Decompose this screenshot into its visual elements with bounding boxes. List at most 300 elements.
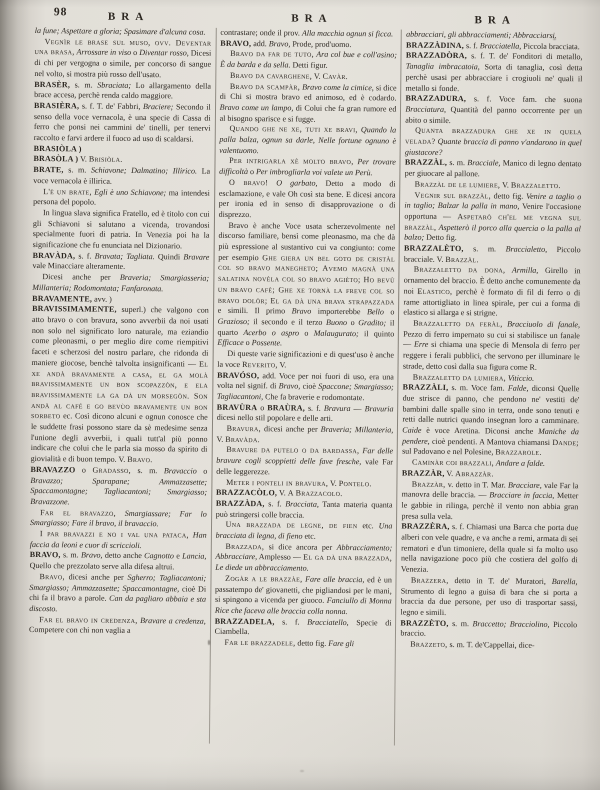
headword: BRAZZÀL, [404, 158, 448, 168]
text-segment: detto in T. de' Muratori, [448, 575, 552, 586]
text-segment: O bravo! [228, 177, 269, 188]
text-segment: V. [311, 71, 323, 81]
text-segment: Far el bravazzo, [40, 507, 116, 518]
text-segment: s. m. [448, 618, 473, 628]
text-segment: Bravare [183, 252, 210, 262]
text-segment: s. m. [60, 550, 82, 560]
text-segment: Di queste varie significazioni e di quest'uso è anche la voce [217, 348, 395, 369]
text-segment: V. [216, 434, 226, 444]
text-segment: si chiama una specie di Mensola di ferro per reggere i ferali pubblici, che servono per illuminare le strade, detto così dalla sua figura come R. [402, 340, 580, 372]
text-segment: Viticcio. [505, 373, 535, 383]
text-segment: Quando la palla balza, ognun sa darle, Nelle fortune ognuno è valentuomo. [219, 125, 397, 155]
text-segment: add. [251, 38, 269, 48]
text-segment: o [247, 167, 257, 177]
dictionary-paragraph [34, 80, 211, 103]
headword: BRATE, [33, 165, 64, 175]
dictionary-paragraph [215, 574, 392, 619]
text-segment: Quindi [154, 251, 184, 262]
text-segment: Bracciare in faccia, [489, 490, 555, 501]
dictionary-paragraph [30, 508, 207, 531]
dictionary-paragraph [219, 124, 396, 158]
text-segment: La voce vernacola è illirica. [33, 166, 211, 186]
dictionary-paragraph [405, 158, 582, 181]
text-segment: o [299, 328, 314, 338]
text-segment: Sgherro; Tagliacantoni; Smargiasso; Ammazzasette; Spaccamontagne, [29, 572, 207, 593]
text-segment: Bravure da putelo o da bardassa, [226, 445, 360, 456]
headword: BRAZZÀR, [401, 468, 445, 478]
column-3 [398, 30, 584, 748]
text-segment: Bravo. [127, 455, 153, 465]
text-segment: Gradito; [358, 318, 387, 328]
text-segment: s. f. T. de' Fonditori di metallo, [466, 51, 583, 62]
dictionary-paragraph [405, 126, 582, 160]
dictionary-paragraph [215, 638, 392, 650]
dictionary-paragraph [32, 251, 209, 274]
text-segment: Vegnir sul brazzàl, [414, 190, 491, 200]
headword: BRAVAZZO [30, 464, 76, 475]
dictionary-paragraph [404, 190, 581, 245]
text-segment: detto fig. [490, 190, 527, 201]
dictionary-paragraph [216, 520, 393, 543]
text-segment: Cavàr. [322, 71, 349, 81]
text-segment: ec. Così dicono alcuni e ognun conosce che le suddette frasi possono stare da sè medesime senza l'unione degli avverbii, i quali tutt'al più ponno indicare che colui che le parla sia mosso da spirito di giovialità e di buon tempo. V. [30, 411, 208, 465]
text-segment: Piccolo bracciale. V. [403, 244, 581, 264]
text-segment: El ga dà una brazzada, [303, 553, 393, 563]
dictionary-paragraph [219, 178, 396, 223]
headword: BRAVAMENTE, [32, 293, 93, 304]
text-segment: s. m. [447, 158, 468, 168]
text-segment: etc. [302, 531, 316, 541]
text-segment: Quanta brazzadura ghe xe in quela velada? [405, 125, 582, 146]
dictionary-paragraph [404, 244, 581, 267]
text-segment: L'è un brate, [43, 186, 92, 197]
text-segment: Brazzeto, [410, 639, 448, 650]
headword: BRAVISSIMAMENTE, [32, 304, 117, 315]
text-segment: Pontelo. [338, 478, 372, 488]
text-segment: Bravo come la cimice, [299, 82, 374, 92]
text-segment: Strumento di legno a guisa di bara che si porta a braccia da due persone, per uso di trasportar sassi, legno e simili. [400, 586, 578, 617]
text-segment: Amplesso — [257, 552, 304, 563]
text-segment: Ara col bue e coll'asino; È da barda e da sella. [220, 50, 397, 70]
dictionary-paragraph [406, 51, 583, 96]
text-segment: di Colui che fa gran rumore ed al bisogno sparisce e si fugge. [219, 103, 397, 124]
text-segment: s. f. T. de' Fabbri, [79, 101, 144, 111]
text-segment: O garbato, [268, 178, 318, 188]
text-segment: V. [500, 180, 511, 190]
text-segment: contrastare; onde il prov. [220, 27, 302, 38]
text-segment: Bravàda. [225, 434, 260, 444]
dictionary-paragraph [33, 144, 210, 167]
text-segment: Dicesi di chi per vergogna o simile, per concorso di sangue nel volto, si mostra più rosso dell'usato. [34, 48, 212, 80]
text-segment: detto fig. [295, 638, 329, 648]
text-segment: Meter i ponteli in bravura, [226, 477, 329, 488]
text-segment: I par bravazzi e no i val una pataca, [39, 529, 189, 540]
text-segment: vale Far delle leggerezze. [216, 457, 394, 477]
text-segment: V. [328, 478, 339, 488]
dictionary-paragraph [29, 615, 206, 638]
dictionary-paragraph [34, 101, 211, 146]
text-segment: Bracciatella, [479, 40, 522, 51]
text-segment: Abrazzàr. [455, 468, 494, 479]
text-segment: Bravuria [364, 403, 394, 414]
running-head-right: BRA [474, 14, 516, 27]
headword: BRAVÀDA, [32, 250, 76, 261]
text-segment: Fare alle braccia, [302, 574, 365, 585]
text-segment: Braccetto; Bracciolino, [472, 618, 550, 629]
text-segment: Venire l'occasione opportuna — [404, 201, 582, 222]
dictionary-paragraph [402, 383, 579, 460]
text-segment: il quinto [358, 328, 395, 339]
text-segment: Per trovare difficoltà [219, 157, 396, 177]
text-segment: Smargiassare; Far lo Smargiasso; Fare il bravo, il bravaccio. [29, 508, 207, 529]
text-segment: s. f. [274, 617, 308, 627]
text-segment: Schiavone; Dalmatino; Illirico. [90, 165, 198, 176]
text-segment: Andare a falde. [493, 458, 546, 469]
dictionary-paragraph [216, 499, 393, 522]
text-segment: la fune; Aspettare a gloria; Spasimare d'alcuna cosa. [34, 26, 206, 37]
ink-speck [208, 640, 210, 645]
dictionary-paragraph [30, 465, 207, 510]
text-segment: Bracciale, [467, 158, 501, 168]
text-segment: Bravo, [80, 550, 103, 561]
text-segment: V. [277, 488, 288, 498]
text-segment: Falde, [507, 383, 529, 393]
text-segment: si dice ancora per [264, 541, 337, 552]
headword: BRASÈR, [34, 79, 71, 89]
text-segment: s. f. Chiamasi una Barca che porta due alberi con vele quadre, e va anche a remi, armata di sei rematori e d'un timoniere, della quale si fa molto uso nella navigazione poco più che costiera del golfo di Venezia. [400, 522, 579, 574]
text-segment: Possente. [251, 338, 283, 348]
column-1 [27, 26, 213, 744]
headword: BRAZZACÒLO, [215, 488, 278, 498]
text-segment: etc. [357, 521, 379, 531]
text-segment: Bracciuolo di fanale, [502, 319, 581, 330]
text-segment: Bravata; Tagliata. [94, 251, 155, 261]
dictionary-paragraph [400, 640, 577, 652]
text-segment: El xe andà bravamente a casa, el ga molà bravissimamente un bon scopazzòn, e ela bravissimamente la ga dà un morsegòn. Son andà al café e go bevùo bravamente un bon sorbeto [31, 359, 209, 421]
text-segment: Bravazzo; Sparapane; Ammazzasette; Spaccamontagne; Tagliacantoni; Smargiasso; Bravazzone. [30, 475, 208, 507]
dictionary-paragraph [401, 522, 578, 577]
text-segment: abbracciari, gli abbracciamenti; Abbracciarsi. [406, 29, 557, 41]
text-segment: Bravaccio [163, 466, 197, 476]
text-segment: s. f. Voce fam. che suona [466, 94, 583, 105]
ink-speck [300, 770, 304, 772]
text-segment: Malaugurato; [313, 328, 359, 338]
running-head-cell [400, 10, 583, 30]
text-segment: Egli è uno Schiavone; [91, 187, 167, 197]
text-segment: Pezzo di ferro impernato su cui si stabilisce un fanale — [403, 329, 580, 350]
text-segment: si dice di Chi si mostra bravo ed animoso, ed è codardo. [219, 82, 397, 103]
text-segment: Grazioso; [217, 316, 250, 327]
text-segment: s. f. [75, 251, 95, 261]
text-segment: Una brazzada de legne, de fien [225, 520, 358, 531]
text-segment: s. m. Voce fam. [448, 383, 508, 393]
text-segment: Bravo, [278, 381, 301, 391]
text-segment: Lo allargamento della brace accesa, perchè renda caldo maggiore. [34, 80, 211, 101]
dictionary-paragraph [217, 220, 395, 350]
headword: BRAZZALÈTO, [403, 243, 464, 254]
text-segment: Brazzaletto da feràl, [413, 318, 503, 329]
dictionary-paragraph [30, 529, 207, 552]
text-segment: il quarto [217, 318, 395, 337]
text-segment: Gradasso, [92, 465, 132, 475]
text-segment: Prode, prod'uomo. [290, 39, 352, 49]
text-segment: V. [78, 154, 89, 164]
text-segment: Quello che prezzolato serve alla difesa altrui. [29, 561, 175, 572]
text-segment: Cagnotto [144, 551, 174, 561]
dictionary-paragraph [215, 616, 392, 639]
text-segment: Quantità del panno occorrente per un abito o simile. [405, 104, 583, 125]
text-segment: Bracciatura, [405, 104, 447, 114]
text-segment: Detto a modo di esclamazione, e vale Oh così sta bene. E dicesi ancora per ironia ed in senso di disapprovazione o di disprezzo. [218, 178, 396, 220]
dictionary-paragraph [401, 479, 578, 524]
text-segment: Piccola bracciata. [521, 41, 580, 51]
text-segment: Metter le gabbie in rilinga, perchè il vento non abbia gran presa sulla vela. [401, 491, 579, 521]
text-segment: Quante braccia di panno v'andarono in quel giustacore? [404, 136, 582, 157]
headword: BRAZZÈTO, [400, 618, 449, 628]
headword: BRAZZÈRA, [401, 521, 450, 532]
text-segment: add. Voce per noi fuori di uso, era una volta nel signif. di [216, 370, 394, 391]
text-segment: Bello [366, 307, 384, 317]
text-segment: Braccialetto, [505, 244, 548, 254]
headword: BRAZZADELA, [214, 616, 275, 627]
text-segment: Bravo da cavarghene, [229, 70, 313, 81]
text-segment: vale Minacciare alteramente. [32, 261, 126, 272]
dictionary-paragraph [405, 94, 582, 128]
text-segment: e simili. Il primo [217, 306, 292, 316]
text-segment: A Brazzacolo. [287, 488, 343, 499]
text-segment: Sorta di tanaglia, così detta perchè usasi per abbracciare i crogiuoli ne' quali il metallo si fonde. [405, 62, 583, 93]
dictionary-paragraph [215, 542, 392, 576]
column-2 [213, 28, 399, 746]
text-segment: dicesi anche per [64, 572, 128, 582]
headword: BRASIÒLA ) [33, 143, 82, 154]
text-segment: V. [277, 360, 287, 370]
text-segment: s. m. [463, 244, 506, 254]
dictionary-paragraph [217, 349, 394, 372]
text-segment: detto anche [102, 551, 145, 561]
text-segment: Diventar rosso, [139, 48, 189, 58]
text-segment: v. detto in T. Mar. [445, 479, 509, 490]
text-segment: Alla macchia ognun si ficca. [301, 28, 394, 39]
text-segment: s. f. [304, 403, 324, 413]
text-segment: Bravare a credenza, [137, 615, 206, 626]
text-segment: Per intrigarla xè molto bravo, [229, 156, 354, 167]
text-segment: Manico di legno dentato per giuocare al pallone. [404, 158, 582, 179]
text-segment: Han faccia da leoni e cuor di scriccioli. [29, 530, 207, 550]
text-segment: s. f. [463, 40, 480, 50]
text-segment: Aspetterò il porco alla quercia o la palla al balzo; [404, 222, 581, 243]
text-segment: Spaccone; Smargiasso; Tagliacantoni, [216, 381, 394, 402]
headword: BRASÒLA ) [33, 154, 79, 164]
text-segment: Buono [326, 317, 348, 328]
text-segment: dicesi nello stil popolare e delle arti. [216, 413, 333, 424]
text-segment: s. m. T. de'Cappellai, dice- [447, 640, 535, 650]
text-segment: superl.) che valgono con atto bravo o con bravura, sono avverbii da noi usati non solo nel significato loro naturale, ma eziandio come pleonasmi, o per meglio dire come riempitivi faceti e scherzosi del nostro parlare, che ridonda di maniere giocose, benchè talvolta insignificanti — [31, 305, 209, 369]
text-segment: Ghe giera un bel goto de cristàl col so bravo manegheto; Avemo magnà una salatina novèla col so bravo agièto; Ho bevù un bravo cafè; Ghe xe tornà la freve col so bravo dolòr; El ga dà una brava strapazzada [217, 252, 395, 307]
text-segment: o [346, 318, 359, 328]
text-segment: o [243, 338, 252, 348]
text-segment: Le diede un abbracciamento. [215, 562, 309, 573]
text-segment: Bracciatello, [307, 617, 349, 627]
text-segment: Dande; [552, 437, 579, 447]
text-segment: Brazzàl. [445, 254, 479, 265]
text-segment: Braciere; [142, 101, 174, 112]
text-segment: Tanaglia imbracatoia, [405, 61, 480, 72]
text-segment: In lingua slava significa Fratello, ed è titolo con cui gli Schiavoni si salutano a vicenda, trovandosi specialmente fuori di patria. In Venezia poi ha la significazione che fu enunciata nel Dizionario. [32, 208, 210, 251]
dictionary-paragraph [34, 37, 211, 82]
headword: BRAZZADURA, [405, 93, 467, 104]
headword: BRAZZÀLI, [402, 382, 449, 393]
text-segment: V. [444, 468, 456, 478]
text-segment: Acerbo o aspro [243, 327, 300, 338]
text-segment: Bravo da scampàr, [229, 81, 301, 92]
dictionary-paragraph [29, 572, 206, 617]
text-segment: Secondo il senso della voce vernacola, è una specie di Cassa di ferro che ponsi nei cammini de' tinelli, per tenervi raccolto e farvi ardere il fuoco ad uso di scaldarsi. [33, 102, 211, 144]
text-segment: s. m. [70, 79, 98, 90]
text-segment: Tanta materia quanta può stringersi colle braccia. [215, 499, 393, 520]
text-segment: Brazzarole. [495, 447, 542, 458]
text-segment: o [75, 465, 93, 475]
text-segment: o [131, 48, 140, 58]
text-segment: Girello in ornamento del braccio. È detto anche comunemente da noi [403, 266, 581, 296]
text-segment: Bravo come un lampo, [219, 102, 294, 113]
text-columns [27, 26, 584, 747]
text-segment: Brazzàr, [411, 479, 446, 489]
dictionary-paragraph [220, 81, 397, 126]
text-segment: Bravo, [268, 38, 291, 49]
text-segment: ma intendesi persona del popolo. [33, 187, 210, 207]
text-segment: Brazzàl de le lumiere, [414, 179, 501, 190]
text-segment: ed è un passatempo de' giovanetti, che pigliandosi per le mani, si spingono a vicenda per giuoco. [214, 575, 392, 606]
dictionary-paragraph [33, 187, 210, 210]
text-segment: Quando ghe ne xe, tuti xe bravi, [229, 124, 358, 135]
page-content [27, 6, 584, 787]
dictionary-paragraph [217, 370, 394, 404]
text-segment: Bravo da far de tuto, [230, 49, 314, 60]
text-segment: Brazzaletto da lumiera, [412, 372, 506, 383]
headword: BRAÙRA, [267, 402, 305, 413]
dictionary-paragraph [217, 402, 394, 425]
text-segment: Venire a taglio o in taglio; Balzar la palla in mano, [404, 191, 582, 211]
text-segment: Bracciata, [285, 499, 319, 509]
running-head-cell [217, 8, 400, 28]
text-segment: Brazzaletto. [510, 180, 561, 190]
text-segment: Brisiòla. [88, 154, 123, 165]
headword: BRAZZÀDA, [215, 498, 265, 509]
dictionary-paragraph [400, 575, 577, 620]
headword: BRASIÈRA, [34, 100, 80, 111]
text-segment: cioè pendenti. A Mantova chiamansi [429, 436, 553, 447]
dictionary-paragraph [33, 165, 210, 188]
text-segment: Arrossare in viso [74, 47, 132, 58]
headword: BRAVÓSO, [217, 370, 260, 380]
text-segment: Bravo, [39, 571, 65, 582]
text-segment: Bracciare, [508, 480, 542, 490]
text-segment: Che fa braverie e rodomontate. [263, 392, 365, 403]
text-segment: Specie di Ciambella. [214, 617, 392, 637]
text-segment: Erre [413, 340, 429, 350]
text-segment: Armilla, [505, 266, 539, 276]
text-segment: Brazzada, [225, 541, 265, 551]
headword: BRAVO, [220, 38, 252, 48]
text-segment: s. f. [264, 499, 286, 509]
text-segment: Reverito, [242, 359, 278, 370]
text-segment: Braveria; Smargiasseria; Millanteria; Rodomontata; Fanfaronata. [32, 273, 210, 294]
text-segment: Far le brazzadele, [224, 637, 296, 648]
dictionary-paragraph [216, 424, 393, 447]
text-segment: perchè è formato di fil di ferro o di rame attortigliato in linea spirale, per cui a forma di elastico si allarga e si strigne. [403, 286, 581, 318]
dictionary-paragraph [220, 49, 397, 72]
text-segment: Detti figur. [290, 60, 328, 70]
text-segment: cioè Di chi fa il bravo a parole. [29, 583, 207, 604]
text-segment: avv. ) [92, 294, 112, 304]
text-segment: Lancia, [182, 551, 207, 562]
dictionary-paragraph [403, 265, 580, 320]
text-segment: Sbraciata; [97, 80, 132, 90]
text-segment: Bravura [323, 403, 351, 413]
dictionary-paragraph [30, 550, 207, 573]
dictionary-paragraph [403, 319, 580, 374]
dictionary-paragraph [33, 208, 210, 253]
ink-speck [418, 292, 420, 294]
text-segment: Una bracciata di legna, di fieno [215, 521, 393, 541]
text-segment: Detto fig. [424, 233, 457, 243]
text-segment: Bravo è anche Voce usata scherzevolmente nel discorso familiare, bensì come pleonasmo, ma che dà più espressione al sustantivo cui va congiunto: come per esempio [218, 220, 396, 262]
text-segment: Far el bravo in credenza, [39, 614, 138, 625]
headword: BRAZZADÒRA, [405, 50, 468, 61]
headword: BRAVO, [29, 550, 61, 560]
text-segment: o [196, 466, 208, 476]
running-head-center: BRA [291, 12, 333, 25]
text-segment: Braveria; Millanteria, [320, 424, 394, 435]
text-segment: Maniche da pendere, [402, 426, 579, 446]
running-head-left: BRA [107, 10, 150, 24]
text-segment: il secondo e il terzo [249, 317, 327, 327]
text-segment: — [350, 403, 365, 413]
text-segment: Competere con chi non vaglia a [28, 625, 131, 636]
headword: BRAZZÀDINA, [405, 40, 465, 50]
text-segment: Piccolo braccio. [400, 619, 578, 639]
text-segment: importerebbe [311, 306, 368, 317]
text-segment: Zogàr a le brazzàe, [225, 573, 303, 584]
text-segment: Abbracciamento; Abbracciare, [215, 542, 393, 562]
text-segment: Vegnìr le brase sul muso, ovv. Deventar una brasa, [34, 36, 212, 57]
headword: BRAVÙRA [216, 402, 258, 412]
text-segment: Elastico, [417, 286, 453, 296]
text-segment: Per imbrogliarla voi valete un Perù. [255, 167, 373, 178]
text-segment: diconsi Quelle due strisce di panno, che pendono ne' vestiti de' bambini dalle spalle sino in terra, onde sono tenuti e retti dalle nutrici quando insegnan loro a camminare. [402, 383, 580, 426]
dictionary-paragraph [32, 272, 209, 295]
text-segment: Bravura, [226, 423, 261, 434]
dictionary-paragraph [219, 156, 396, 179]
text-segment: s. m. [63, 165, 92, 175]
text-segment: sul Padovano e nel Polesine, [402, 446, 496, 457]
text-segment: o [257, 402, 268, 412]
text-segment: Dicesi anche per [42, 272, 120, 283]
text-segment: o [383, 307, 395, 317]
text-segment: s. m. [130, 465, 164, 476]
dictionary-paragraph [31, 294, 209, 467]
text-segment: Bravo [291, 306, 312, 316]
text-segment: è voce Aretina. Diconsi anche [421, 425, 539, 436]
text-segment: Caminàr coi brazzali, [411, 457, 494, 468]
text-segment: Caide [402, 425, 422, 435]
text-segment: Brazzera, [410, 575, 449, 585]
text-segment: e [173, 551, 183, 561]
text-segment: cioè [300, 381, 319, 391]
dictionary-paragraph [216, 445, 393, 479]
running-header [34, 6, 584, 28]
